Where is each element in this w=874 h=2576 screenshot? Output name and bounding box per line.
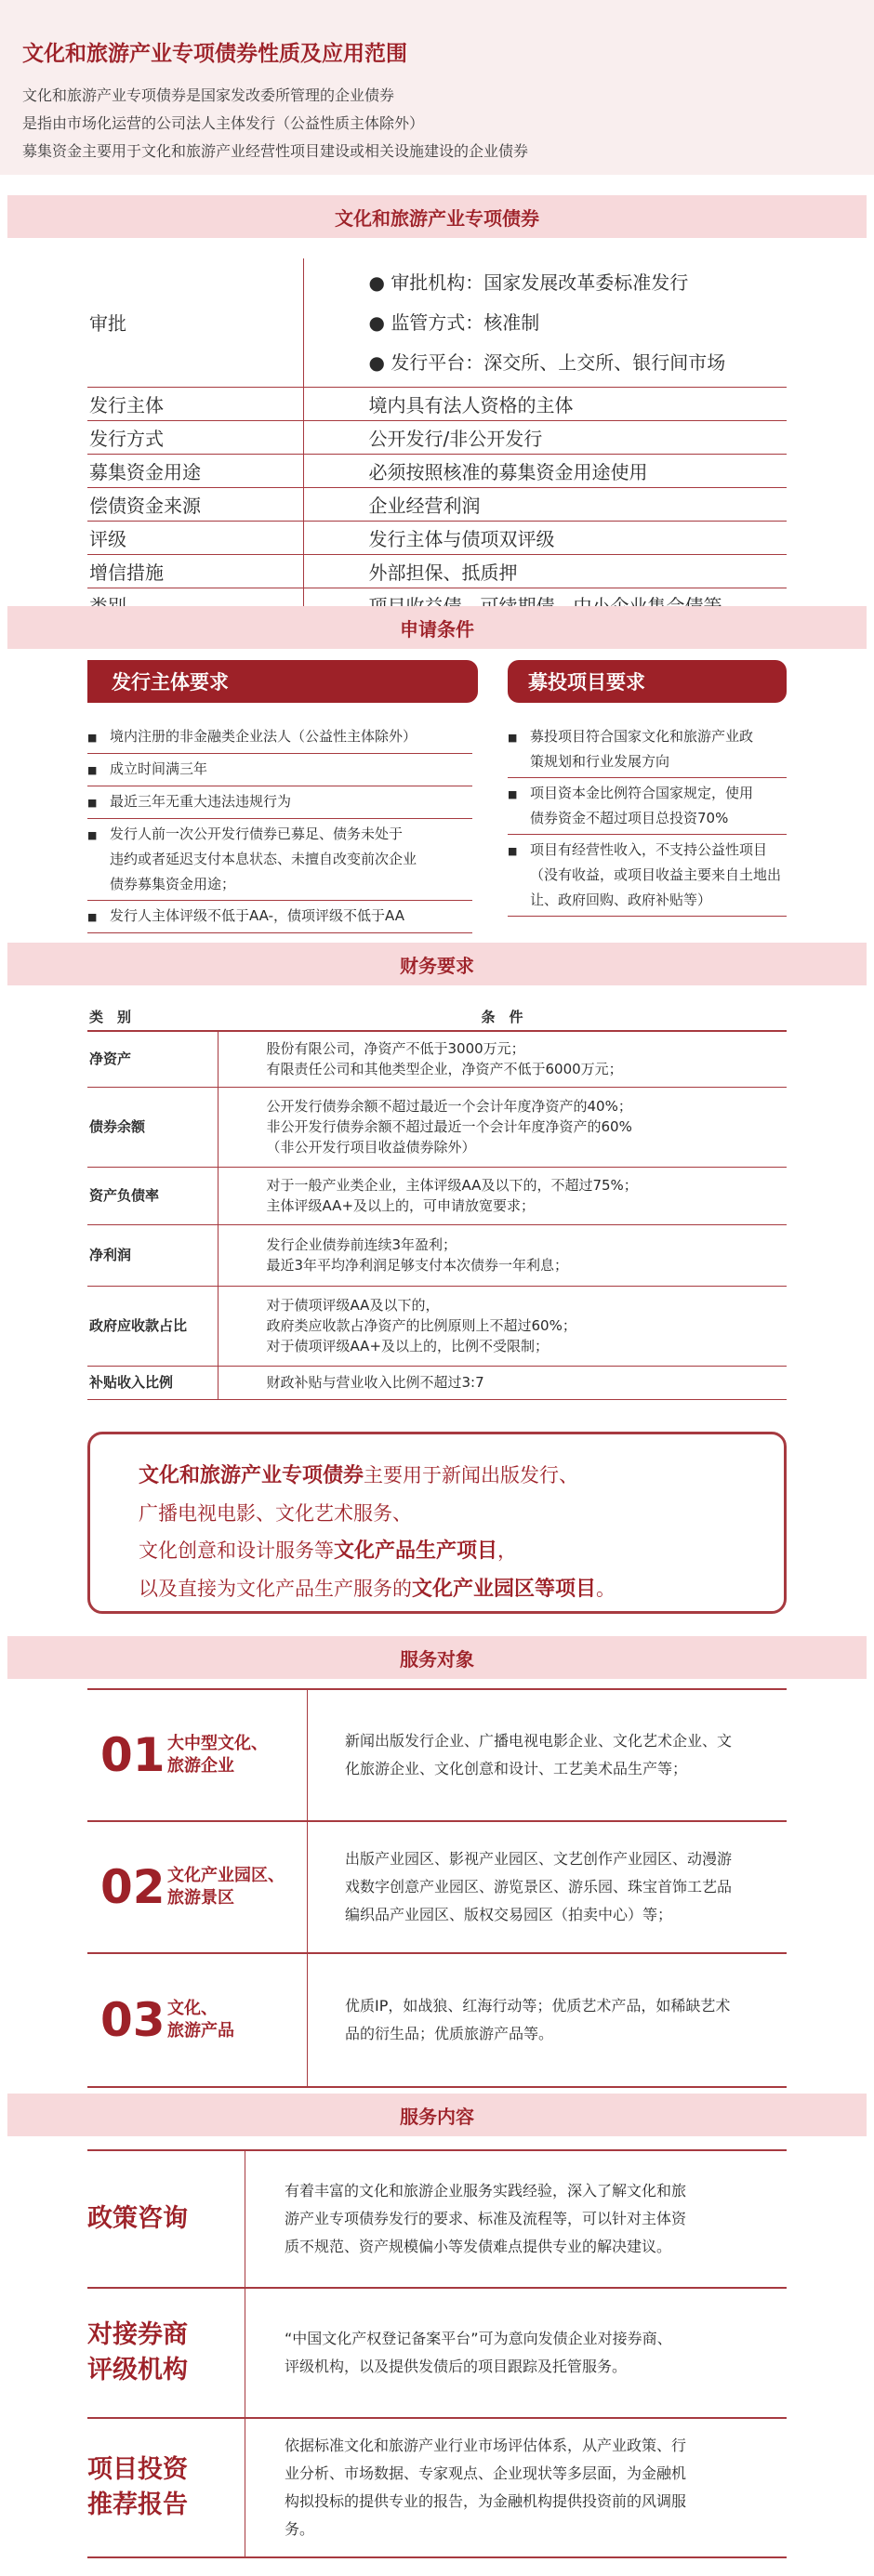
list-item: ■ 项目有经营性收入，不支持公益性项目 （没有收益，或项目收益主要来自土地出 让、政府回购、政府补贴等） bbox=[508, 835, 787, 917]
service-name: 项目投资 推荐报告 bbox=[87, 2419, 245, 2556]
item-name: 文化、 旅游产品 bbox=[167, 1999, 234, 2041]
row-label: 偿债资金来源 bbox=[87, 487, 303, 521]
intro-line: 募集资金主要用于文化和旅游产业经营性项目建设或相关设施建设的企业债券 bbox=[22, 142, 529, 160]
service-content-row bbox=[87, 2419, 787, 2558]
row-label: 补贴收入比例 bbox=[87, 1366, 218, 1399]
section-header-bond: 文化和旅游产业专项债券 bbox=[7, 195, 867, 238]
approval-item: ● 发行平台：深交所、上交所、银行间市场 bbox=[368, 351, 726, 375]
service-target-row bbox=[87, 1690, 787, 1822]
row-value: 外部担保、抵质押 bbox=[303, 554, 787, 588]
list-item: ■ 项目资本金比例符合国家规定，使用 债券资金不超过项目总投资70% bbox=[508, 778, 787, 835]
section-header-conditions: 申请条件 bbox=[7, 606, 867, 649]
service-content-row bbox=[87, 2151, 787, 2289]
service-target-row bbox=[87, 1954, 787, 2088]
financial-requirements-table bbox=[87, 1003, 787, 1400]
item-number: 03 bbox=[100, 1993, 166, 2047]
row-label: 政府应收款占比 bbox=[87, 1286, 218, 1366]
row-value: 财政补贴与营业收入比例不超过3:7 bbox=[218, 1366, 787, 1399]
service-name: 政策咨询 bbox=[87, 2151, 245, 2287]
intro-panel bbox=[0, 0, 874, 175]
column-header-condition: 条 件 bbox=[218, 1003, 787, 1031]
approval-list bbox=[303, 258, 787, 387]
row-value: 股份有限公司，净资产不低于3000万元； 有限责任公司和其他类型企业，净资产不低于6000万元； bbox=[218, 1031, 787, 1087]
row-value: 境内具有法人资格的主体 bbox=[303, 387, 787, 420]
service-targets bbox=[87, 1688, 787, 2088]
section-header-clients: 服务对象 bbox=[7, 1636, 867, 1679]
list-item: ■ 募投项目符合国家文化和旅游产业政 策规划和行业发展方向 bbox=[508, 721, 787, 778]
service-contents bbox=[87, 2149, 787, 2558]
column-header-category: 类 别 bbox=[87, 1003, 218, 1031]
list-item: ■ 发行人前一次公开发行债券已募足、债务未处于 违约或者延迟支付本息状态、未擅自改变前次企业 债券募集资金用途； bbox=[87, 819, 472, 901]
service-description: 依据标准文化和旅游产业行业市场评估体系，从产业政策、行 业分析、市场数据、专家观点、企业现状等多层面，为金融机 构拟投标的提供专业的报告，为金融机构提供投资前的风调服 务。 bbox=[285, 2437, 687, 2538]
service-description: “中国文化产权登记备案平台”可为意向发债企业对接券商、 评级机构，以及提供发债后的项目跟踪及托管服务。 bbox=[285, 2330, 672, 2375]
row-value: 必须按照核准的募集资金用途使用 bbox=[303, 454, 787, 487]
row-label: 净利润 bbox=[87, 1224, 218, 1286]
service-content-row bbox=[87, 2289, 787, 2419]
row-label: 增信措施 bbox=[87, 554, 303, 588]
row-label: 评级 bbox=[87, 521, 303, 554]
issuer-requirements-list bbox=[87, 721, 472, 933]
section-header-financial: 财务要求 bbox=[7, 943, 867, 985]
row-label-approval: 审批 bbox=[87, 258, 303, 387]
row-label: 发行方式 bbox=[87, 420, 303, 454]
item-number: 01 bbox=[100, 1728, 166, 1782]
list-item: ■ 发行人主体评级不低于AA-，债项评级不低于AA bbox=[87, 901, 472, 933]
list-item: ■ 境内注册的非金融类企业法人（公益性主体除外） bbox=[87, 721, 472, 754]
project-requirements-list bbox=[508, 721, 787, 917]
row-value: 公开发行/非公开发行 bbox=[303, 420, 787, 454]
service-description: 有着丰富的文化和旅游企业服务实践经验，深入了解文化和旅 游产业专项债券发行的要求、标准及流程等，可以针对主体资 质不规范、资产规模偏小等发债难点提供专业的解决建议。 bbox=[285, 2182, 687, 2255]
row-label: 债券余额 bbox=[87, 1087, 218, 1167]
list-item: ■ 最近三年无重大违法违规行为 bbox=[87, 786, 472, 819]
list-item: ■ 成立时间满三年 bbox=[87, 754, 472, 786]
intro-line: 文化和旅游产业专项债券是国家发改委所管理的企业债券 bbox=[22, 86, 395, 104]
service-target-row bbox=[87, 1822, 787, 1954]
page-title: 文化和旅游产业专项债券性质及应用范围 bbox=[22, 42, 407, 66]
section-header-services: 服务内容 bbox=[7, 2094, 867, 2136]
intro-line: 是指由市场化运营的公司法人主体发行（公益性质主体除外） bbox=[22, 114, 425, 132]
issuer-requirements-title: 发行主体要求 bbox=[87, 660, 478, 703]
row-value: 发行主体与债项双评级 bbox=[303, 521, 787, 554]
row-label: 资产负债率 bbox=[87, 1167, 218, 1224]
item-number: 02 bbox=[100, 1860, 166, 1914]
approval-item: ● 审批机构：国家发展改革委标准发行 bbox=[368, 271, 689, 295]
usage-callout: 文化和旅游产业专项债券主要用于新闻出版发行、 广播电视电影、文化艺术服务、 文化创意和设计服务等文化产品生产项目， 以及直接为文化产品生产服务的文化产业园区等项目。 bbox=[87, 1432, 787, 1614]
row-value: 对于一般产业类企业，主体评级AA及以下的，不超过75%； 主体评级AA+及以上的，可申请放宽要求； bbox=[218, 1167, 787, 1224]
row-label: 发行主体 bbox=[87, 387, 303, 420]
row-label: 募集资金用途 bbox=[87, 454, 303, 487]
item-description: 优质IP，如战狼、红海行动等；优质艺术产品，如稀缺艺术 品的衍生品；优质旅游产品等。 bbox=[345, 1997, 731, 2042]
row-value: 发行企业债券前连续3年盈利； 最近3年平均净利润足够支付本次债券一年利息； bbox=[218, 1224, 787, 1286]
item-description: 新闻出版发行企业、广播电视电影企业、文化艺术企业、文 化旅游企业、文化创意和设计、工艺美术品生产等； bbox=[345, 1732, 733, 1777]
bond-overview-table bbox=[87, 258, 787, 622]
item-name: 文化产业园区、 旅游景区 bbox=[167, 1866, 285, 1908]
row-value: 对于债项评级AA及以下的， 政府类应收款占净资产的比例原则上不超过60%； 对于债项评级AA+及以上的，比例不受限制； bbox=[218, 1286, 787, 1366]
row-value: 公开发行债券余额不超过最近一个会计年度净资产的40%； 非公开发行债券余额不超过最近一个会计年度净资产的60% （非公开发行项目收益债券除外） bbox=[218, 1087, 787, 1167]
row-label: 净资产 bbox=[87, 1031, 218, 1087]
item-name: 大中型文化、 旅游企业 bbox=[167, 1734, 268, 1776]
approval-item: ● 监管方式：核准制 bbox=[368, 311, 540, 335]
row-value: 企业经营利润 bbox=[303, 487, 787, 521]
project-requirements-title: 募投项目要求 bbox=[508, 660, 787, 703]
service-name: 对接券商 评级机构 bbox=[87, 2289, 245, 2417]
item-description: 出版产业园区、影视产业园区、文艺创作产业园区、动漫游 戏数字创意产业园区、游览景区、游乐园、珠宝首饰工艺品 编织品产业园区、版权交易园区（拍卖中心）等； bbox=[345, 1850, 733, 1923]
